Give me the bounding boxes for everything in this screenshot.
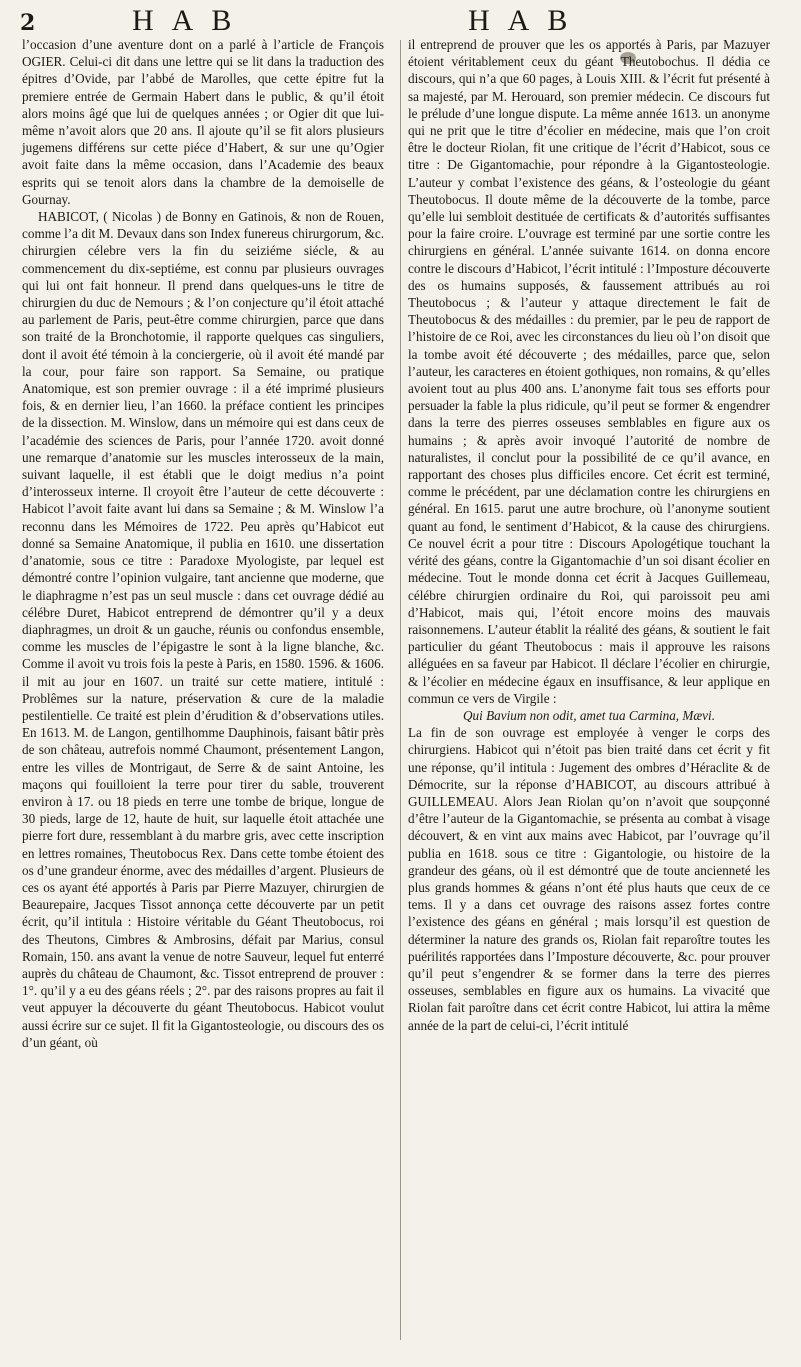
right-column [408,36,770,1034]
page-number: 2 [20,10,36,36]
column-divider [400,40,401,1340]
running-head-left: HAB [132,4,250,37]
virgil-verse: Qui Bavium non odit, amet tua Carmina, Mævi. [462,707,715,723]
running-head-right: HAB [468,4,586,37]
left-column [22,36,384,1051]
paragraph-ogier-end: l’occasion d’une aventure dont on a parlé à l’article de François OGIER. Celui-ci dit dans une lettre qui se lit dans la traduction des épitres d’Ovide, par l’abbé de Marolles, que cette épitre fut la premiere entrée de Germain Habert dans le public, & qu’il étoit alors moins âgé que lui de quelques années ; or Ogier dit que lui-même n’avoit alors que 20 ans. Il ajoute qu’il se fit alors plusieurs jugemens différens sur cette piéce d’Habert, & sur une qu’Ogier avoit faite dans la même occasion, dans l’Academie des beaux esprits qui se tenoit alors dans la chambre de la demoiselle de Gournay. [22,37,384,207]
paragraph-habicot-continued: il entreprend de prouver que les os apportés à Paris, par Mazuyer étoient véritablement ceux du géant Theutobochus. Il dédia ce discours, qui n’a que 60 pages, à Louis XIII. & l’écrit fut présenté à sa majesté, par M. Herouard, son premier médecin. Ce discours fut le prélude d’une longue dispute. La même année 1613. un anonyme qui ne prit que le titre d’écolier en médecine, mais que l’on croit être le docteur Riolan, fit une critique de l’écrit d’Habicot, sous ce titre : De Gigantomachie, pour répondre à la Gigantosteologie. L’auteur y combat l’existence des géans, & l’osteologie du géant Theutobocus. Il doute même de la découverte de la tombe, parce qu’elle lui sembloit destituée de certificats & d’autorités suffisantes pour la faire croire. L’ouvrage est terminé par une sortie contre les chirurgiens en général. L’année suivante 1614. on donna encore contre le discours d’Habicot, l’écrit intitulé : l’Imposture découverte des os humains supposés, & faussement attribués au roi Theutobocus ; & l’auteur y attaque directement le fait de Theutobocus & des médailles : du premier, par le peu de rapport de l’histoire de ce Roi, avec les circonstances du lieu où l’on disoit que la tombe avoit été découverte ; des médailles, parce que, selon l’auteur, les caracteres en étoient gothiques, non romains, & qu’elles avoient tout au plus 400 ans. L’anonyme fait tous ses efforts pour persuader la fable la plus ridicule, qu’il peut se former & engendrer dans la terre des pierres osseuses semblables en figure aux os humains ; & après avoir invoqué l’autorité de nombre de naturalistes, il conclut pour la possibilité de ce qu’il avance, en rapportant des choses plus difficiles encore. Cet écrit est terminé, comme le précédent, par une déclamation contre les chirurgiens en général. En 1615. parut une autre brochure, où l’anonyme soutient quant au fond, le sentiment d’Habicot, & la cause des chirurgiens. Ce nouvel écrit a pour titre : Discours Apologétique touchant la vérité des géans, contre la Gigantomachie d’un soi disant écolier en médecine. Tout le monde donna cet écrit à Jacques Guillemeau, célébre chirurgien ordinaire du Roi, qui paroissoit peu ami d’Habicot, mais qui, l’étoit encore moins des mauvais raisonnemens. L’auteur établit la réalité des géans, & soutient le fait particulier du géant Theutobocus : mais il approuve les raisons alléguées en sa faveur par Habicot. Il déclare l’écolier en chirurgie, & l’écolier en médecine égaux en insuffisance, & leur applique en commun ce vers de Virgile : [408,37,770,706]
paragraph-guillemeau-riolan: La fin de son ouvrage est employée à venger le corps des chirurgiens. Habicot qui n’étoit pas bien traité dans cet écrit y fit une réponse, qu’il intitula : Jugement des ombres d’Héraclite & de Démocrite, sur la réponse d’HABICOT, au discours attribué à GUILLEMEAU. Alors Jean Riolan qu’on n’avoit que soupçonné d’être l’auteur de la Gigantomachie, se présenta au combat à visage découvert, & en vint aux mains avec Habicot, par l’ouvrage qu’il publia en 1618. sous ce titre : Gigantologie, ou histoire de la grandeur des géans, où il est démontré que de toute ancienneté les plus grands hommes & géans n’ont été plus hauts que ceux de ce tems. Il y a dans cet ouvrage des raisons assez fortes contre l’existence des géans en général ; mais lorsqu’il est question de déterminer la nature des grands os, Riolan fait reparoître toutes les puérilités rapportées dans l’Imposture découverte, &c. pour prouver qu’il peut s’engendrer & se former dans la terre des pierres osseuses, semblables en figure aux os humains. La vivacité que Riolan fait paroître dans cet écrit contre Habicot, lui attira la même année de la part de celui-ci, l’écrit intitulé [408,725,770,1033]
paragraph-habicot: HABICOT, ( Nicolas ) de Bonny en Gatinois, & non de Rouen, comme l’a dit M. Devaux dans son Index funereus chirurgorum, &c. chirurgien célebre vers la fin du seiziéme siécle, & au commencement du dix-septiéme, est connu par plusieurs ouvrages qui lui ont fait honneur. Il prend dans quelques-uns le titre de chirurgien du duc de Nemours ; & l’on conjecture qu’il étoit attaché au parlement de Paris, peut-être comme chirurgien, parce que dans son traité de la Bronchotomie, il rapporte quelques cas singuliers, dont il avoit été témoin à la conciergerie, où il avoit été mandé par la cour, pour faire son rapport. Sa Semaine, ou pratique Anatomique, est son premier ouvrage : il a été imprimé plusieurs fois, & en dernier lieu, l’an 1660. la préface contient les principes de la dissection. M. Winslow, dans un mémoire qui est dans ceux de l’académie des sciences de Paris, pour l’année 1720. avoit donné une remarque d’anatomie sur les muscles interosseux de la main, suivant laquelle, il est établi que le doigt medius n’a point d’interosseux interne. Il croyoit être l’auteur de cette découverte : Habicot l’avoit faite avant lui dans sa Semaine ; & M. Winslow l’a reconnu dans les Mémoires de 1722. Peu après qu’Habicot eut donné sa Semaine Anatomique, il publia en 1610. une dissertation d’anatomie, sous ce titre : Paradoxe Myologiste, par lequel est démontré contre l’opinion vulgaire, tant ancienne que moderne, que le diaphragme n’est pas un seul muscle : dans cet ouvrage dédié au célébre Duret, Habicot entreprend de démontrer qu’il y a deux diaphragmes, un droit & un gauche, réunis ou confondus ensemble, comme les muscles de l’épigastre le sont à la ligne blanche, &c. Comme il avoit vu trois fois la peste à Paris, en 1580. 1596. & 1606. il mit au jour en 1607. un traité sur cette matiere, intitulé : Problêmes sur la nature, préservation & cure de la maladie pestilentielle. Ce traité est plein d’érudition & d’observations utiles. En 1613. M. de Langon, gentilhomme Dauphinois, faisant bâtir près de son château, autrefois nommé Chaumont, présentement Langon, entre les villes de Montrigaut, de Serre & de saint Antoine, les maçons qui fouilloient la terre pour tirer du sable, trouverent environ à 17. ou 18 pieds en terre une tombe de brique, longue de 30 pieds, large de 12, haute de huit, sur laquelle étoit attachée une pierre fort dure, ressemblant à du marbre gris, avec cette inscription en lettres romaines, Theutobocus Rex. Dans cette tombe étoient des os d’une grandeur énorme, avec des médailles d’argent. Plusieurs de ces os ayant été apportés à Paris par Pierre Mazuyer, chirurgien de Beaurepaire, Jacques Tissot annonça cette découverte par un petit écrit, qu’il intitula : Histoire véritable du Géant Theutobocus, roi des Theutons, Cimbres & Ambrosins, défait par Marius, consul Romain, 150. ans avant la venue de notre Sauveur, lequel fut enterré auprès du château de Chaumont, &c. Tissot entreprend de prouver : 1°. qu’il y a eu des géans réels ; 2°. par des raisons propres au fait il veut appuyer la découverte du géant Theutobocus. Habicot voulut aussi écrire sur ce sujet. Il fit la Gigantosteologie, ou discours des os d’un géant, où [22,209,384,1050]
